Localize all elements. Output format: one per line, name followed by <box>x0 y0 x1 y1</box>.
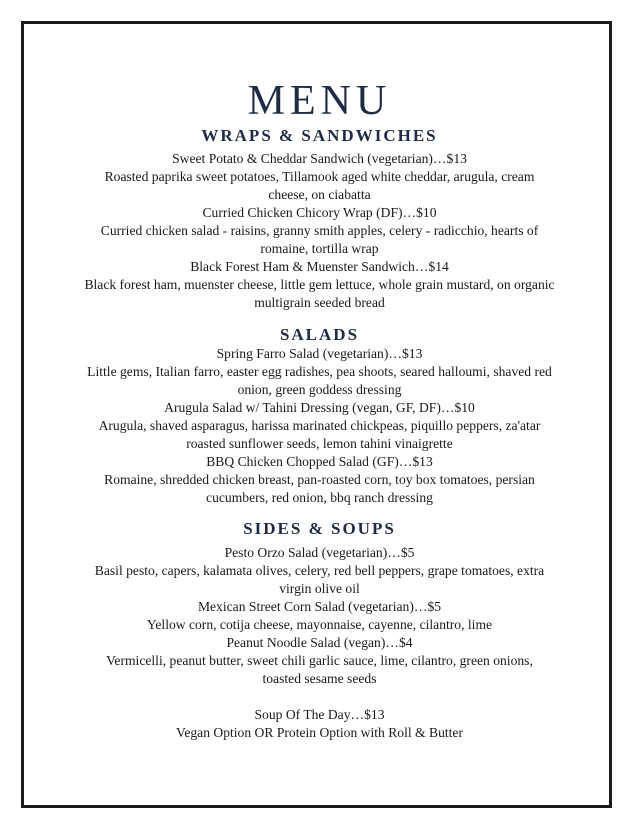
menu-item-description: Little gems, Italian farro, easter egg radishes, pea shoots, seared halloumi, shaved red <box>87 364 552 379</box>
menu-item-description: romaine, tortilla wrap <box>260 241 379 256</box>
menu-item-description: toasted sesame seeds <box>262 671 377 686</box>
menu-item-description: onion, green goddess dressing <box>237 382 402 397</box>
menu-item-name: BBQ Chicken Chopped Salad (GF)…$13 <box>206 454 433 469</box>
menu-item-name: Spring Farro Salad (vegetarian)…$13 <box>216 346 423 361</box>
menu-item-name: Black Forest Ham & Muenster Sandwich…$14 <box>190 259 449 274</box>
menu-item-description: Yellow corn, cotija cheese, mayonnaise, cayenne, cilantro, lime <box>146 617 493 632</box>
menu-item-description: Arugula, shaved asparagus, harissa marinated chickpeas, piquillo peppers, za'atar <box>98 418 541 433</box>
menu-item-description: multigrain seeded bread <box>254 295 385 310</box>
menu-item-description: cheese, on ciabatta <box>268 187 371 202</box>
menu-item-description: virgin olive oil <box>279 581 360 596</box>
menu-item-description: Black forest ham, muenster cheese, little gem lettuce, whole grain mustard, on organic <box>84 277 555 292</box>
menu-item-name: Soup Of The Day…$13 <box>254 707 385 722</box>
section-heading-salads: SALADS <box>279 325 360 344</box>
section-heading-wraps-sandwiches: WRAPS & SANDWICHES <box>201 126 438 145</box>
menu-item-description: cucumbers, red onion, bbq ranch dressing <box>206 490 433 505</box>
menu-item-description: Roasted paprika sweet potatoes, Tillamook aged white cheddar, arugula, cream <box>104 169 535 184</box>
menu-item-description: Basil pesto, capers, kalamata olives, celery, red bell peppers, grape tomatoes, extra <box>94 563 545 578</box>
section-heading-sides-soups: SIDES & SOUPS <box>243 519 396 538</box>
menu-item-name: Sweet Potato & Cheddar Sandwich (vegetarian)…$13 <box>172 151 467 166</box>
menu-item-name: Arugula Salad w/ Tahini Dressing (vegan, GF, DF)…$10 <box>164 400 475 415</box>
menu-item-name: Curried Chicken Chicory Wrap (DF)…$10 <box>202 205 437 220</box>
menu-item-description: Curried chicken salad - raisins, granny smith apples, celery - radicchio, hearts of <box>100 223 539 238</box>
menu-item-description: Vermicelli, peanut butter, sweet chili garlic sauce, lime, cilantro, green onions, <box>106 653 533 668</box>
menu-item-name: Peanut Noodle Salad (vegan)…$4 <box>226 635 413 650</box>
menu-item-description: Vegan Option OR Protein Option with Roll & Butter <box>176 725 463 740</box>
menu-item-description: Romaine, shredded chicken breast, pan-roasted corn, toy box tomatoes, persian <box>104 472 535 487</box>
menu-item-name: Pesto Orzo Salad (vegetarian)…$5 <box>224 545 415 560</box>
menu-item-description: roasted sunflower seeds, lemon tahini vinaigrette <box>186 436 453 451</box>
menu-item-name: Mexican Street Corn Salad (vegetarian)…$5 <box>197 599 442 614</box>
menu-title: MENU <box>247 78 392 124</box>
